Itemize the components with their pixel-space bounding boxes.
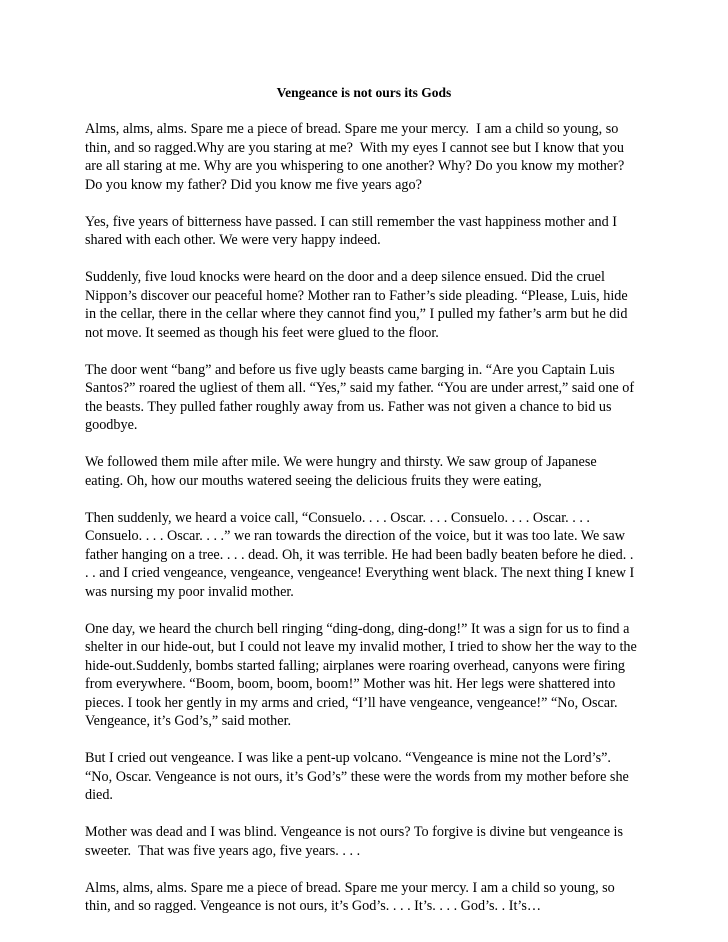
paragraph-2 <box>85 213 660 250</box>
paragraph-10 <box>85 879 660 916</box>
text-line: from everywhere. “Boom, boom, boom, boom!” Mother was hit. Her legs were shattered into <box>85 676 616 692</box>
text-line: was nursing my poor invalid mother. <box>85 583 294 600</box>
text-line: Consuelo. . . . Oscar. . . .” we ran towards the direction of the voice, but it was too late. We saw <box>85 528 625 544</box>
paragraph-5 <box>85 453 660 490</box>
text-line: “No, Oscar. Vengeance is not ours, it’s God’s” these were the words from my mother before she <box>85 768 629 785</box>
text-line: thin, and so ragged.Why are you staring at me? With my eyes I cannot see but I know that you <box>85 139 624 156</box>
text-line: Suddenly, five loud knocks were heard on the door and a deep silence ensued. Did the cruel <box>85 269 605 285</box>
text-line: We followed them mile after mile. We were hungry and thirsty. We saw group of Japanese <box>85 454 597 470</box>
text-line: One day, we heard the church bell ringing “ding-dong, ding-dong!” It was a sign for us to find a <box>85 620 630 637</box>
text-line: Vengeance, it’s God’s,” said mother. <box>85 713 292 729</box>
text-line: goodbye. <box>85 417 138 433</box>
text-line: Then suddenly, we heard a voice call, “Consuelo. . . . Oscar. . . . Consuelo. . . . Oscar. . . . <box>85 509 590 526</box>
paragraph-7 <box>85 620 660 731</box>
paragraph-9 <box>85 823 660 860</box>
text-line: Do you know my father? Did you know me five years ago? <box>85 176 422 193</box>
paragraph-6 <box>85 509 660 602</box>
paragraph-3 <box>85 268 660 342</box>
text-line: shelter in our hide-out, but I could not leave my invalid mother, I tried to show her the way to the <box>85 639 637 655</box>
text-line: are all staring at me. Why are you whispering to one another? Why? Do you know my mother? <box>85 158 625 174</box>
text-line: Alms, alms, alms. Spare me a piece of bread. Spare me your mercy. I am a child so young, so <box>85 879 615 896</box>
text-line: Mother was dead and I was blind. Vengeance is not ours? To forgive is divine but vengeance is <box>85 824 623 840</box>
text-line: Nippon’s discover our peaceful home? Mother ran to Father’s side pleading. “Please, Luis, hide <box>85 287 628 304</box>
text-line: sweeter. That was five years ago, five years. . . . <box>85 842 361 859</box>
text-line: But I cried out vengeance. I was like a pent-up volcano. “Vengeance is mine not the Lord’s”. <box>85 750 611 766</box>
paragraph-4 <box>85 361 660 435</box>
text-line: the beasts. They pulled father roughly away from us. Father was not given a chance to bid us <box>85 398 612 415</box>
text-line: in the cellar, there in the cellar where they cannot find you,” I pulled my father’s arm but he did <box>85 306 628 322</box>
text-line: pieces. I took her gently in my arms and cried, “I’ll have vengeance, vengeance!” “No, Oscar. <box>85 694 618 711</box>
text-line: . . and I cried vengeance, vengeance, vengeance! Everything went black. The next thing I knew I <box>85 565 635 581</box>
text-line: shared with each other. We were very happy indeed. <box>85 232 381 248</box>
document-title: Vengeance is not ours its Gods <box>276 85 452 100</box>
paragraph-8 <box>85 749 660 805</box>
text-line: father hanging on a tree. . . . dead. Oh, it was terrible. He had been badly beaten before he died. . <box>85 546 634 563</box>
document-body <box>85 120 660 934</box>
text-line: not move. It seemed as though his feet were glued to the floor. <box>85 324 439 341</box>
text-line: hide-out.Suddenly, bombs started falling; airplanes were roaring overhead, canyons were firing <box>85 657 626 674</box>
text-line: died. <box>85 787 113 803</box>
text-line: eating. Oh, how our mouths watered seeing the delicious fruits they were eating, <box>85 472 542 489</box>
text-line: thin, and so ragged. Vengeance is not ours, it’s God’s. . . . It’s. . . . God’s. . It’s… <box>85 898 542 914</box>
paragraph-1 <box>85 120 660 194</box>
text-line: The door went “bang” and before us five ugly beasts came barging in. “Are you Captain Luis <box>85 361 615 378</box>
text-line: Yes, five years of bitterness have passed. I can still remember the vast happiness mother and I <box>85 213 618 230</box>
text-line: Alms, alms, alms. Spare me a piece of bread. Spare me your mercy. I am a child so young, so <box>85 121 619 137</box>
text-line: Santos?” roared the ugliest of them all. “Yes,” said my father. “You are under arrest,” said one of <box>85 380 635 396</box>
